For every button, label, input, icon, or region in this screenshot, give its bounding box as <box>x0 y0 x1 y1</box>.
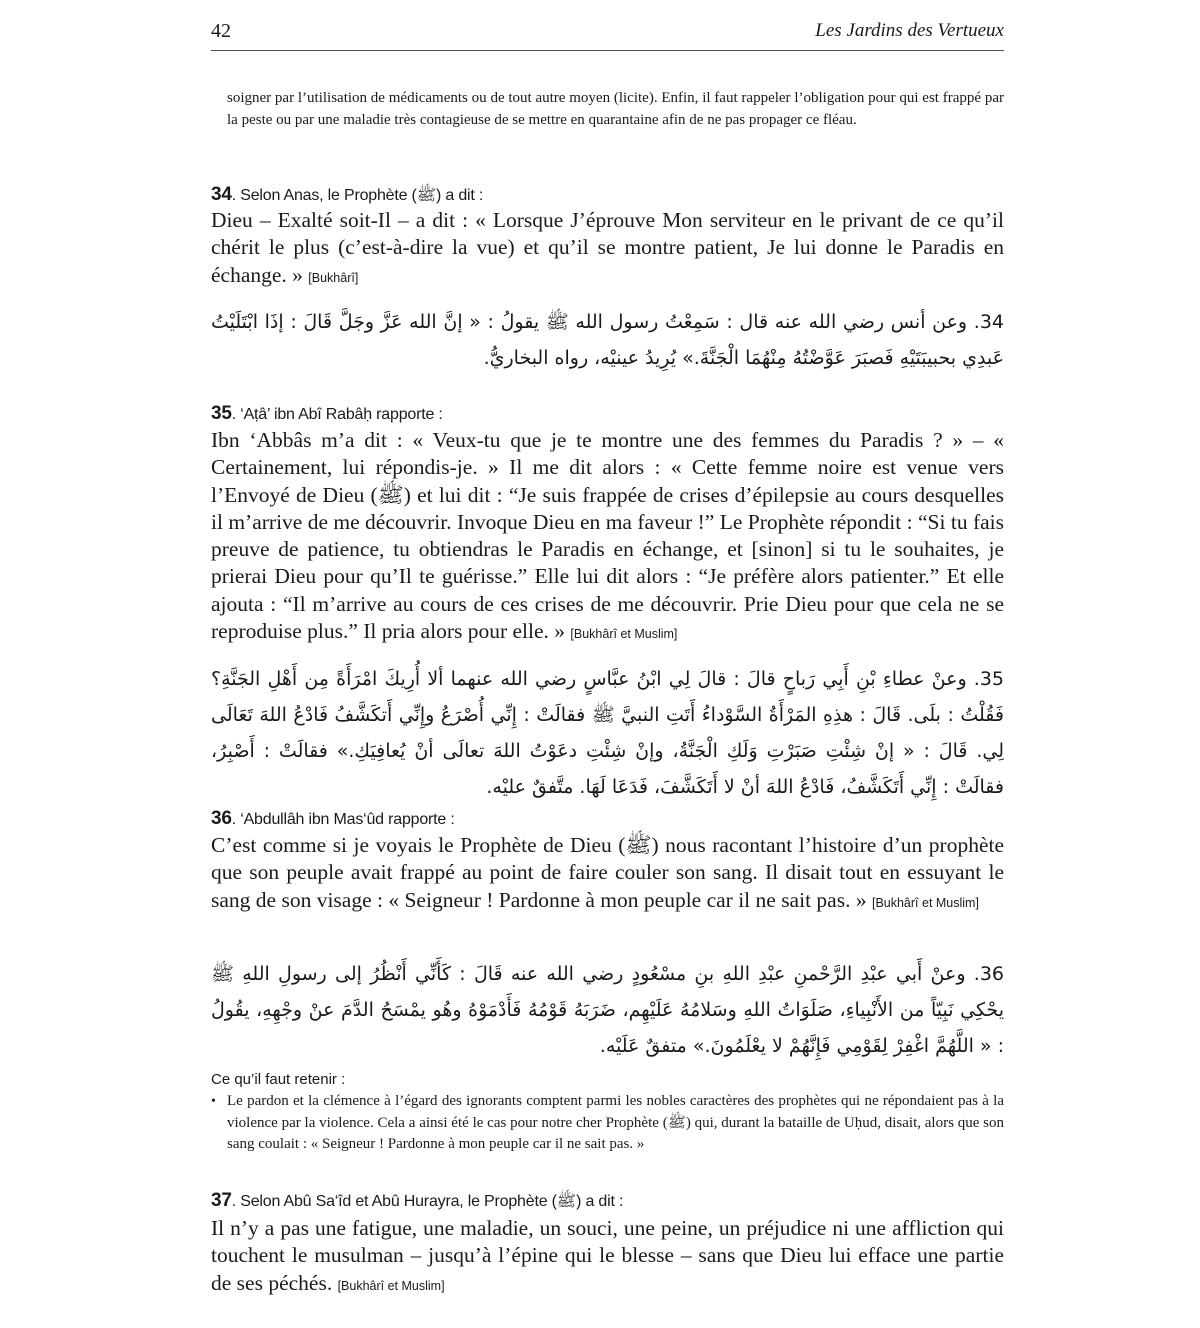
running-header <box>211 20 1004 50</box>
hadith-source: [Bukhârî] <box>308 270 359 285</box>
hadith-intro: . ‘Abdullâh ibn Mas‘ûd rapporte : <box>231 811 455 828</box>
hadith-source: [Bukhârî et Muslim] <box>871 895 979 910</box>
retenir-label: Ce qu’il faut retenir : <box>211 1071 346 1088</box>
hadith-intro: . ‘Aṭâ’ ibn Abî Rabâḥ rapporte : <box>231 406 443 423</box>
hadith-36-french <box>211 832 1004 917</box>
hadith-35-arabic: 35. وعنْ عطاءِ بْنِ أَبِي رَباحٍ قالَ : قالَ لِي ابْنُ عبَّاسٍ رضي الله عنهما ألا أُرِيكَ امْرَأَةً مِن أَهْلِ الجَنَّةِ؟ فَقُلْتُ : بلَى. قَالَ : هذِهِ المَرْأَةُ السَّوْداءُ أَتَتِ النبيَّ ﷺ فقالَتْ : إِنِّي أُصْرَعُ وإِنِّي أَتكَشَّفُ فَادْعُ اللهَ تَعَالَى لِي. قَالَ : « إنْ شِئْتِ صَبَرْتِ وَلَكِ الْجَنَّةُ، وإنْ شِئْتِ دعَوْتُ اللهَ تعالَى أنْ يُعافِيَكِ.» فقالَتْ : أَصْبِرُ، فقالَتْ : إِنِّي أَتَكَشَّفُ، فَادْعُ اللهَ أنْ لا أَتَكَشَّفَ، فَدَعَا لَهَا. متَّفقٌ عليْه. <box>211 668 1004 798</box>
hadith-text: Il n’y a pas une fatigue, une maladie, un souci, une peine, un préjudice ni une affliction qui touchent le musulman – jusqu’à l’épine qui le blesse – sans que Dieu lui efface une partie de ses péchés. <box>211 1216 1004 1295</box>
hadith-37-french <box>211 1215 1004 1300</box>
retenir-list <box>211 1091 1004 1156</box>
bullet-icon: • <box>211 1094 216 1109</box>
page-number: 42 <box>211 20 231 42</box>
hadith-text: Dieu – Exalté soit-Il – a dit : « Lorsque J’éprouve Mon serviteur en le privant de ce qu’il chérit le plus (c’est-à-dire la vue) et qu’il se montre patient, Je lui donne le Paradis en échange. » <box>211 208 1004 287</box>
hadith-34-french <box>211 207 1004 292</box>
hadith-intro: . Selon Anas, le Prophète (ﷺ) a dit : <box>231 187 484 204</box>
retenir-item-text: Le pardon et la clémence à l’égard des ignorants comptent parmi les nobles caractères des prophètes qui ne répondaient pas à la violence par la violence. Cela a ainsi été le cas pour notre cher Prophète (ﷺ) qui, durant la bataille de Uḥud, disait, alors que son sang coulait : « Seigneur ! Pardonne à mon peuple car il ne sait pas. » <box>227 1093 1004 1152</box>
hadith-35-heading <box>211 403 443 426</box>
hadith-source: [Bukhârî et Muslim] <box>337 1278 445 1293</box>
hadith-text: Ibn ‘Abbâs m’a dit : « Veux-tu que je te montre une des femmes du Paradis ? » – « Certainement, lui répondis-je. » Il me dit alors : « Cette femme noire est venue vers l’Envoyé de Dieu (ﷺ) et lui dit : “Je suis frappée de crises d’épilepsie au cours desquelles il m’arrive de me découvrir. Invoque Dieu en ma faveur !” Le Prophète répondit : “Si tu fais preuve de patience, tu obtiendras le Paradis en échange, et [sinon] si tu le souhaites, je prierai Dieu pour qu’Il te guérisse.” Elle lui dit alors : “Je préfère alors patienter.” Et elle ajouta : “Il m’arrive au cours de ces crises de me découvrir. Prie Dieu pour que cela ne se reproduise plus.” Il pria alors pour elle. » <box>211 428 1004 644</box>
hadith-36-heading <box>211 808 455 831</box>
hadith-number: 35 <box>211 403 232 424</box>
intro-note: soigner par l’utilisation de médicaments ou de tout autre moyen (licite). Enfin, il faut rappeler l’obligation pour qui est frappé par la peste ou par une maladie très contagieuse de se mettre en quarantaine afin de ne pas propager ce fléau. <box>227 90 1004 128</box>
hadith-text: C’est comme si je voyais le Prophète de Dieu (ﷺ) nous racontant l’histoire d’un prophète que son peuple avait frappé au point de faire couler son sang. Il disait tout en essuyant le sang de son visage : « Seigneur ! Pardonne à mon peuple car il ne sait pas. » <box>211 833 1005 912</box>
hadith-36-arabic: 36. وعنْ أَبي عبْدِ الرَّحْمنِ عبْدِ اللهِ بنِ مسْعُودٍ رضي الله عنه قَالَ : كَأَنِّي أَنْظُرُ إلى رسولِ اللهِ ﷺ يحْكِي نَبِيّاً من الأَنْبِياءِ، صَلَوَاتُ اللهِ وسَلامُهُ عَلَيْهِم، ضَرَبَهُ قَوْمُهُ فَأَدْمَوْهُ وهُو يمْسَحُ الدَّمَ عنْ وجْهِهِ، يقُولُ : « اللَّهُمَّ اغْفِرْ لِقَوْمِي فَإِنَّهُمْ لا يعْلَمُونَ.» متفقٌ عَلَيْه. <box>211 963 1004 1057</box>
retenir-item <box>211 1091 1004 1156</box>
header-rule <box>211 50 1004 51</box>
hadith-number: 37 <box>211 1190 232 1211</box>
hadith-34-arabic: 34. وعن أنس رضي الله عنه قال : سَمِعْتُ رسول الله ﷺ يقولُ : « إنَّ الله عَزَّ وجَلَّ قَالَ : إذَا ابْتَلَيْتُ عَبدِي بحبيبَتَيْهِ فَصبَرَ عَوَّضْتُهُ مِنْهُمَا الْجَنَّةَ.» يُرِيدُ عينيْه، رواه البخاريُّ. <box>211 311 1004 369</box>
hadith-number: 36 <box>211 808 232 829</box>
hadith-37-heading <box>211 1190 623 1213</box>
hadith-number: 34 <box>211 184 232 205</box>
hadith-source: [Bukhârî et Muslim] <box>570 627 678 642</box>
hadith-35-french <box>211 427 1004 648</box>
hadith-intro: . Selon Abû Sa‘îd et Abû Hurayra, le Prophète (ﷺ) a dit : <box>231 1193 624 1210</box>
hadith-34-heading <box>211 184 483 207</box>
book-title: Les Jardins des Vertueux <box>815 20 1004 41</box>
